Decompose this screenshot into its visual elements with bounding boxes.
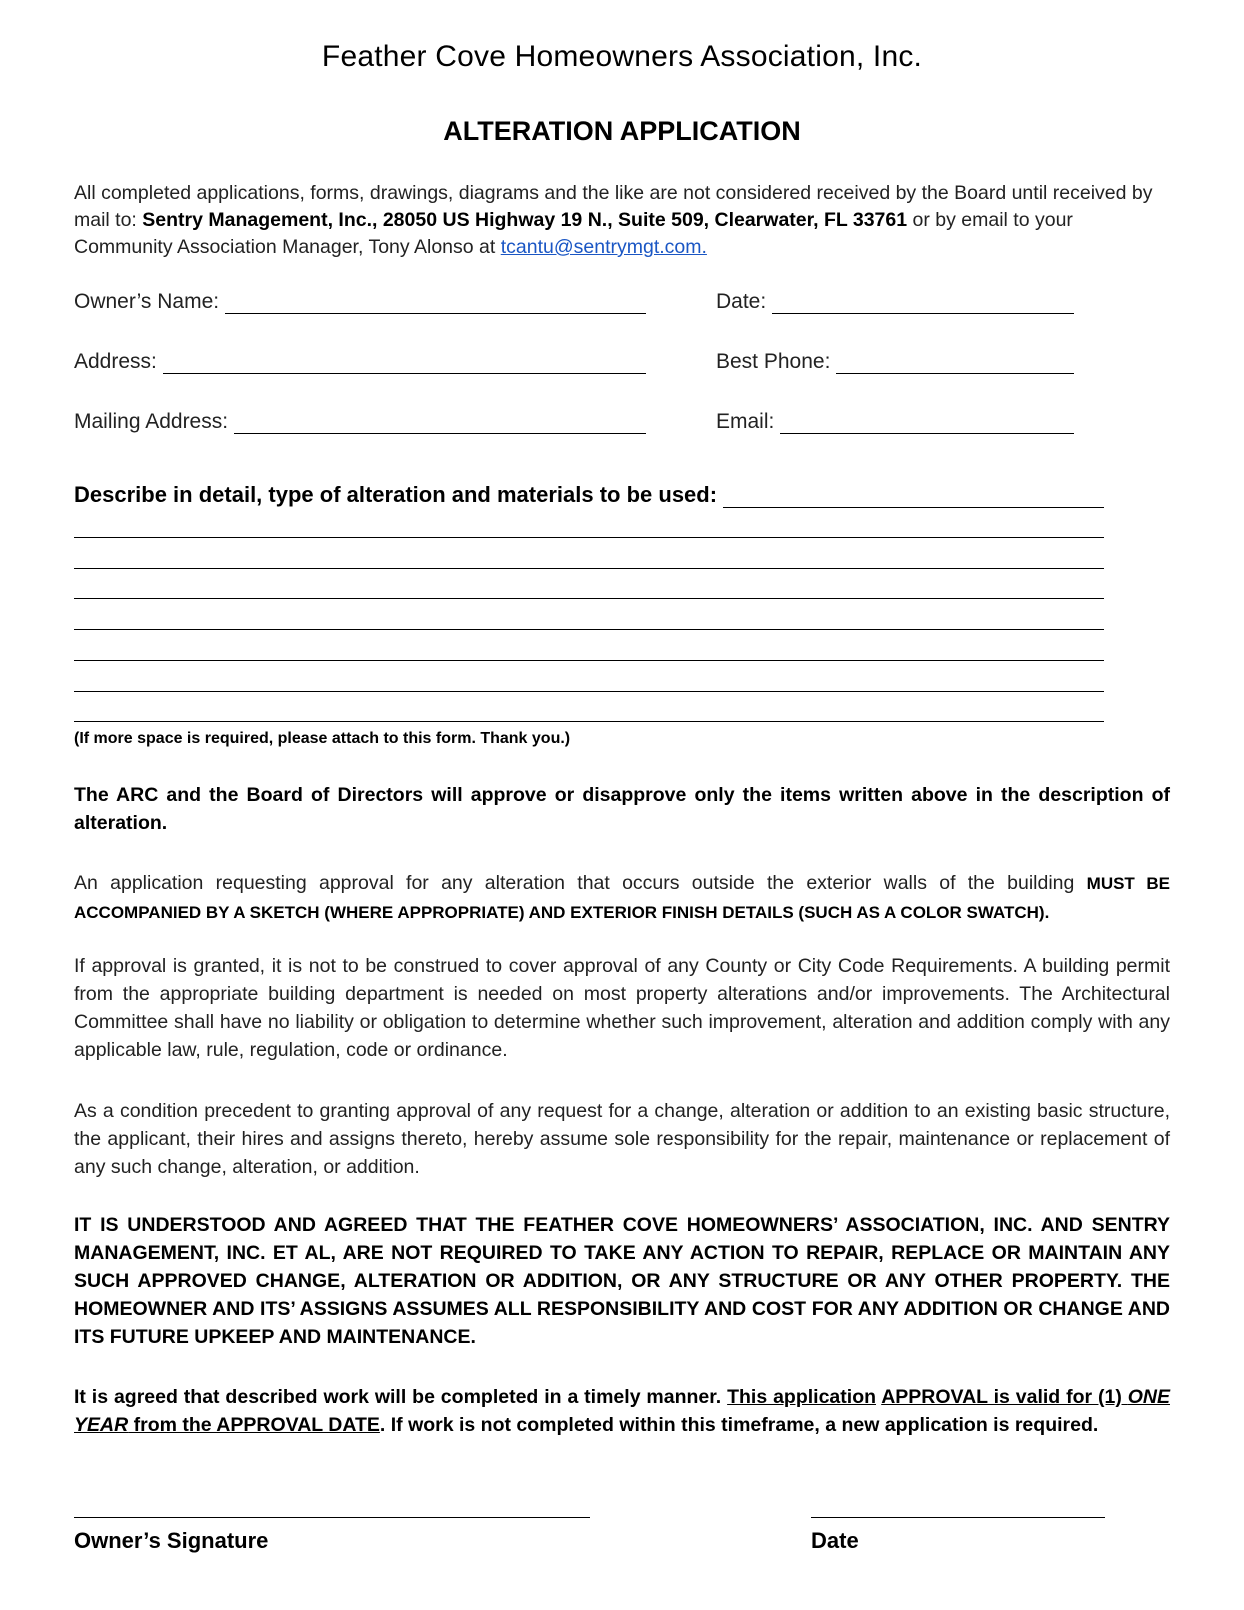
owners-name-label: Owner’s Name: [74,290,220,313]
email-link[interactable]: tcantu@sentrymgt.com. [500,236,707,258]
timely-underline-2: APPROVAL is valid for (1) [881,1386,1128,1408]
intro-text-2: or by email to your Community Association Manager, Tony Alonso at [74,209,1073,258]
best-phone-field[interactable] [716,350,1074,374]
timely-underline-3: from the APPROVAL DATE [128,1414,380,1436]
description-line[interactable] [74,568,1104,569]
condition-precedent-paragraph: As a condition precedent to granting approval of any request for a change, alteration or addition to an existing basic structure, the applicant, their hires and assigns thereto, hereby assume sole responsibility for the repair, maintenance or replacement of any such change, alteration, or addition. [74,1100,1170,1178]
description-line[interactable] [74,537,1104,538]
owner-signature-label: Owner’s Signature [74,1528,269,1553]
address-label: Address: [74,350,157,373]
owner-signature-line[interactable] [74,1517,590,1518]
best-phone-line[interactable] [836,351,1074,374]
email-line[interactable] [780,411,1074,434]
exterior-text: An application requesting approval for any alteration that occurs outside the exterior walls of the building [74,872,1087,894]
email-label: Email: [716,410,775,433]
description-line-first[interactable] [723,485,1104,508]
mailing-address-field[interactable] [74,410,646,434]
address-field[interactable] [74,350,646,374]
code-requirements-paragraph: If approval is granted, it is not to be construed to cover approval of any County or City Code Requirements. A building permit from the appropriate building department is needed on most property alterations and/or improvements. The Architectural Committee shall have no liability or obligation to determine whether such improvement, alteration and addition comply with any applicable law, rule, regulation, code or ordinance. [74,955,1170,1061]
signature-date-label: Date [811,1528,859,1553]
intro-text: All completed applications, forms, drawings, diagrams and the like are not considered received by the Board until received by mail to: [74,182,1153,231]
intro-paragraph [74,180,1174,261]
exterior-requirements: MUST BE ACCOMPANIED BY A SKETCH (WHERE APPROPRIATE) AND EXTERIOR FINISH DETAILS (SUCH AS A COLOR SWATCH). [74,874,1171,922]
description-line[interactable] [74,691,1104,692]
form-title: ALTERATION APPLICATION [443,116,801,146]
description-line[interactable] [74,629,1104,630]
description-field[interactable] [74,482,1104,508]
mailing-address-label: Mailing Address: [74,410,229,433]
best-phone-label: Best Phone: [716,350,831,373]
owners-name-line[interactable] [225,291,646,314]
understood-agreed-paragraph: IT IS UNDERSTOOD AND AGREED THAT THE FEATHER COVE HOMEOWNERS’ ASSOCIATION, INC. AND SENTRY MANAGEMENT, INC. ET AL, ARE NOT REQUIRED TO TAKE ANY ACTION TO REPAIR, REPLACE OR MAINTAIN ANY SUCH APPROVED CHANGE, ALTERATION OR ADDITION, OR ANY STRUCTURE OR ANY OTHER PROPERTY. THE HOMEOWNER AND ITS’ ASSIGNS ASSUMES ALL RESPONSIBILITY AND COST FOR ANY ADDITION OR CHANGE AND ITS FUTURE UPKEEP AND MAINTENANCE. [74,1214,1170,1348]
org-name: Feather Cove Homeowners Association, Inc. [321,40,923,73]
owners-name-field[interactable] [74,290,646,314]
signature-date-line[interactable] [811,1517,1105,1518]
timely-completion-paragraph [74,1383,1170,1439]
mailing-address-line[interactable] [234,411,646,434]
exterior-paragraph [74,869,1170,927]
timely-text: It is agreed that described work will be completed in a timely manner. [74,1386,728,1408]
date-field[interactable] [716,290,1074,314]
date-label: Date: [716,290,767,313]
mail-address: Sentry Management, Inc., 28050 US Highway 19 N., Suite 509, Clearwater, FL 33761 [142,209,908,231]
timely-underline: This application [727,1386,877,1408]
timely-text-2: . If work is not completed within this timeframe, a new application is required. [379,1414,1099,1436]
timely-one-year: ONE YEAR [74,1386,1170,1436]
date-line[interactable] [772,291,1074,314]
email-field[interactable] [716,410,1074,434]
description-line[interactable] [74,598,1104,599]
address-line[interactable] [163,351,646,374]
description-label: Describe in detail, type of alteration and materials to be used: [74,482,718,507]
more-space-note: (If more space is required, please attach to this form. Thank you.) [74,730,571,747]
description-line[interactable] [74,721,1104,722]
arc-approval-paragraph: The ARC and the Board of Directors will approve or disapprove only the items written above in the description of alteration. [74,784,1170,834]
description-line[interactable] [74,660,1104,661]
